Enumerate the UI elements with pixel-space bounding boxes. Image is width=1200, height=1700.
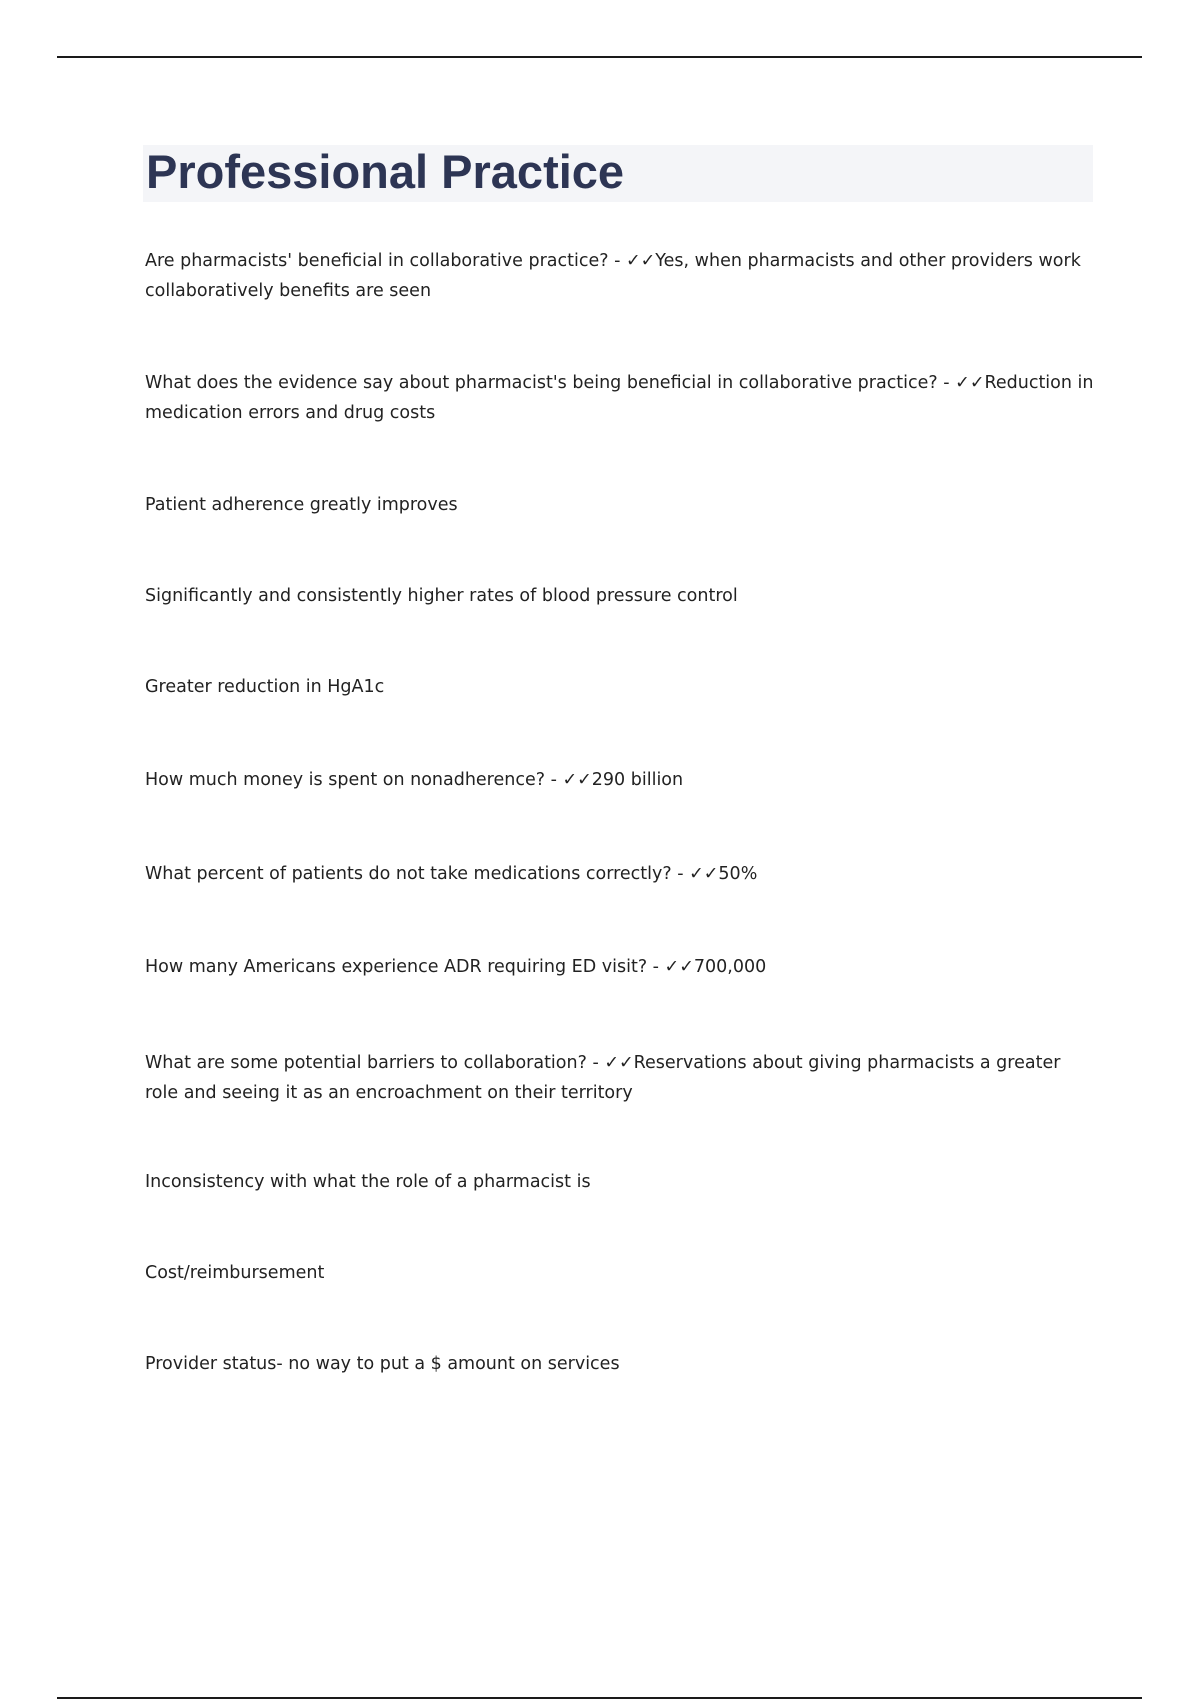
entry-collaborative-benefit: Are pharmacists' beneficial in collaborative practice? - ✓✓Yes, when pharmacists and other providers work collaboratively benefits are seen	[145, 251, 1081, 301]
entry-blood-pressure: Significantly and consistently higher rates of blood pressure control	[145, 586, 738, 606]
entry-cost-reimbursement: Cost/reimbursement	[145, 1263, 325, 1283]
entry-nonadherence-cost: How much money is spent on nonadherence? - ✓✓290 billion	[145, 770, 684, 790]
top-rule	[57, 56, 1142, 58]
entry-adherence: Patient adherence greatly improves	[145, 495, 458, 515]
entry-medication-percent: What percent of patients do not take medications correctly? - ✓✓50%	[145, 864, 758, 884]
entry-barriers: What are some potential barriers to collaboration? - ✓✓Reservations about giving pharmacists a greater role and seeing it as an encroachment on their territory	[145, 1053, 1061, 1103]
entry-evidence: What does the evidence say about pharmacist's being beneficial in collaborative practice? - ✓✓Reduction in medication errors and drug costs	[145, 373, 1094, 423]
entry-provider-status: Provider status- no way to put a $ amount on services	[145, 1354, 620, 1374]
entry-hga1c: Greater reduction in HgA1c	[145, 677, 385, 697]
bottom-rule	[57, 1697, 1142, 1699]
page-title: Professional Practice	[146, 145, 625, 198]
entry-role-inconsistency: Inconsistency with what the role of a pharmacist is	[145, 1172, 591, 1192]
entry-adr-ed-visits: How many Americans experience ADR requiring ED visit? - ✓✓700,000	[145, 957, 767, 977]
